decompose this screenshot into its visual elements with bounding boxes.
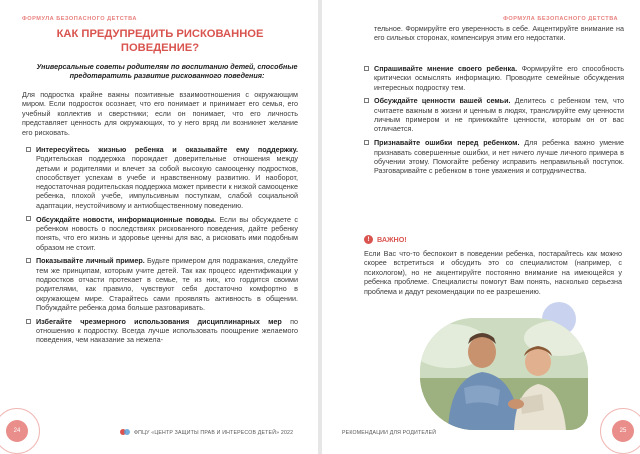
right-footer-text: РЕКОМЕНДАЦИИ ДЛЯ РОДИТЕЛЕЙ [342, 430, 437, 436]
list-item-text: Для ребенка важно умение признавать совершенные ошибки, и нет ничего лучше личного примера в обучении этому. Помогайте ребенку исправить неправильный поступок. Разговаривайте с ребенком в тоне уважения и сотрудничества. [374, 138, 624, 176]
photo-illustration [420, 318, 588, 430]
list-item [26, 256, 298, 312]
advice-list-left [26, 145, 298, 349]
list-item-text: Будьте примером для подражания, следуйте тем же принципам, которым учите детей. Так как процесс идентификации у подростков отчасти протекает в семье, те из них, кто гордится своими родителями, как правило, чувствуют себя достаточно комфортно в окружающем мире. Старайтесь сами проявлять активность в общении. Побуждайте ребенка дома больше разговаривать. [36, 256, 299, 312]
list-item-heading: Интересуйтесь жизнью ребенка и оказывайте ему поддержку. [36, 145, 298, 154]
square-bullet-icon [26, 216, 31, 221]
list-item-text: Если вы обсуждаете с ребенком новость о последствиях рискованного поведения, дайте ребенку понять, что его жизнь и здоровье ценны для вас, а рисковать ими подобным образом не стоит. [36, 214, 298, 252]
intro-paragraph: Для подростка крайне важны позитивные взаимоотношения с окружающим миром. Если подросток осознает, что его понимает и принимает его семья, его учебный коллектив и сверстники; если он понимает, что его личность представляет ценность для окружающих, то у него вряд ли возникнет желание его рисковать. [22, 90, 298, 137]
left-footer [120, 429, 293, 436]
square-bullet-icon [364, 140, 369, 145]
list-item-heading: Избегайте чрезмерного использования дисциплинарных мер [36, 316, 282, 326]
list-item-text: Родительская поддержка порождает доверительные отношения между детьми и родителями и влечет за собой высокую самооценку подростков, способствует успехам в учебе и нравственному развитию. И наоборот, недостаточная родительская поддержка может привести к низкой самооценке ребенка, плохой учебе, импульсивным поступкам, слабой социальной адаптации, неустойчивому и антиобщественному поведению. [36, 154, 298, 210]
list-item-heading: Обсуждайте ценности вашей семьи. [374, 96, 511, 106]
square-bullet-icon [26, 258, 31, 263]
father-and-son-photo [420, 318, 588, 430]
lead-paragraph: Универсальные советы родителям по воспитанию детей, способные предотвратить развитие рискованного поведения: [36, 62, 298, 81]
list-item-text: по отношению к подростку. Всегда лучше использовать поощрение желаемого поведения, чем наказание за нежела- [36, 316, 299, 345]
continuation-paragraph: тельное. Формируйте его уверенность в себе. Акцентируйте внимание на его сильных сторонах, компенсируя этим его недостатки. [374, 24, 624, 43]
list-item-text: Формируйте его способность критически осмыслять информацию. Проводите семейные обсуждения интересных подростку тем. [374, 64, 624, 92]
advice-list-right [364, 64, 624, 180]
title-line-2: ПОВЕДЕНИЕ? [120, 42, 200, 54]
list-item [26, 215, 298, 252]
list-item [26, 317, 298, 345]
organization-logo-icon [120, 429, 130, 436]
important-label: ВАЖНО! [377, 235, 407, 244]
list-item-heading: Признавайте ошибки перед ребенком. [374, 138, 520, 148]
right-page [322, 0, 640, 454]
list-item [364, 96, 624, 133]
list-item-heading: Показывайте личный пример. [36, 256, 145, 266]
right-running-header: ФОРМУЛА БЕЗОПАСНОГО ДЕТСТВА [503, 16, 618, 22]
square-bullet-icon [364, 98, 369, 103]
square-bullet-icon [26, 147, 31, 152]
page-number-left: 24 [6, 420, 28, 442]
list-item [364, 138, 624, 175]
square-bullet-icon [364, 66, 369, 71]
left-running-header: ФОРМУЛА БЕЗОПАСНОГО ДЕТСТВА [22, 16, 137, 22]
list-item [26, 145, 298, 210]
page-number-right: 25 [612, 420, 634, 442]
list-item-heading: Спрашивайте мнение своего ребенка. [374, 64, 518, 73]
page-title [22, 27, 298, 55]
important-callout [364, 235, 407, 244]
title-line-1: КАК ПРЕДУПРЕДИТЬ РИСКОВАННОЕ [56, 28, 264, 40]
important-paragraph: Если Вас что-то беспокоит в поведении ребенка, постарайтесь как можно скорее встретиться и обсудить это со специалистом (например, с психологом), но не акцентируйте постоянно внимание на имеющейся у ребенка проблеме. Специалисты помогут Вам понять, насколько серьезна проблема и дадут рекомендации по ее разрешению. [364, 249, 622, 296]
list-item [364, 64, 624, 92]
list-item-heading: Обсуждайте новости, информационные поводы. [36, 214, 217, 224]
square-bullet-icon [26, 319, 31, 324]
left-page [0, 0, 318, 454]
exclamation-icon: ! [364, 235, 373, 244]
photo-group [402, 300, 612, 438]
list-item-text: Делитесь с ребенком тем, что считаете важным в жизни и ценным в людях, транслируйте ему ценности личным примером и не принижайте ценности, которым он от вас отличается. [374, 96, 624, 134]
left-footer-text: ФПЦУ «ЦЕНТР ЗАЩИТЫ ПРАВ И ИНТЕРЕСОВ ДЕТЕЙ» 2022 [134, 429, 294, 436]
